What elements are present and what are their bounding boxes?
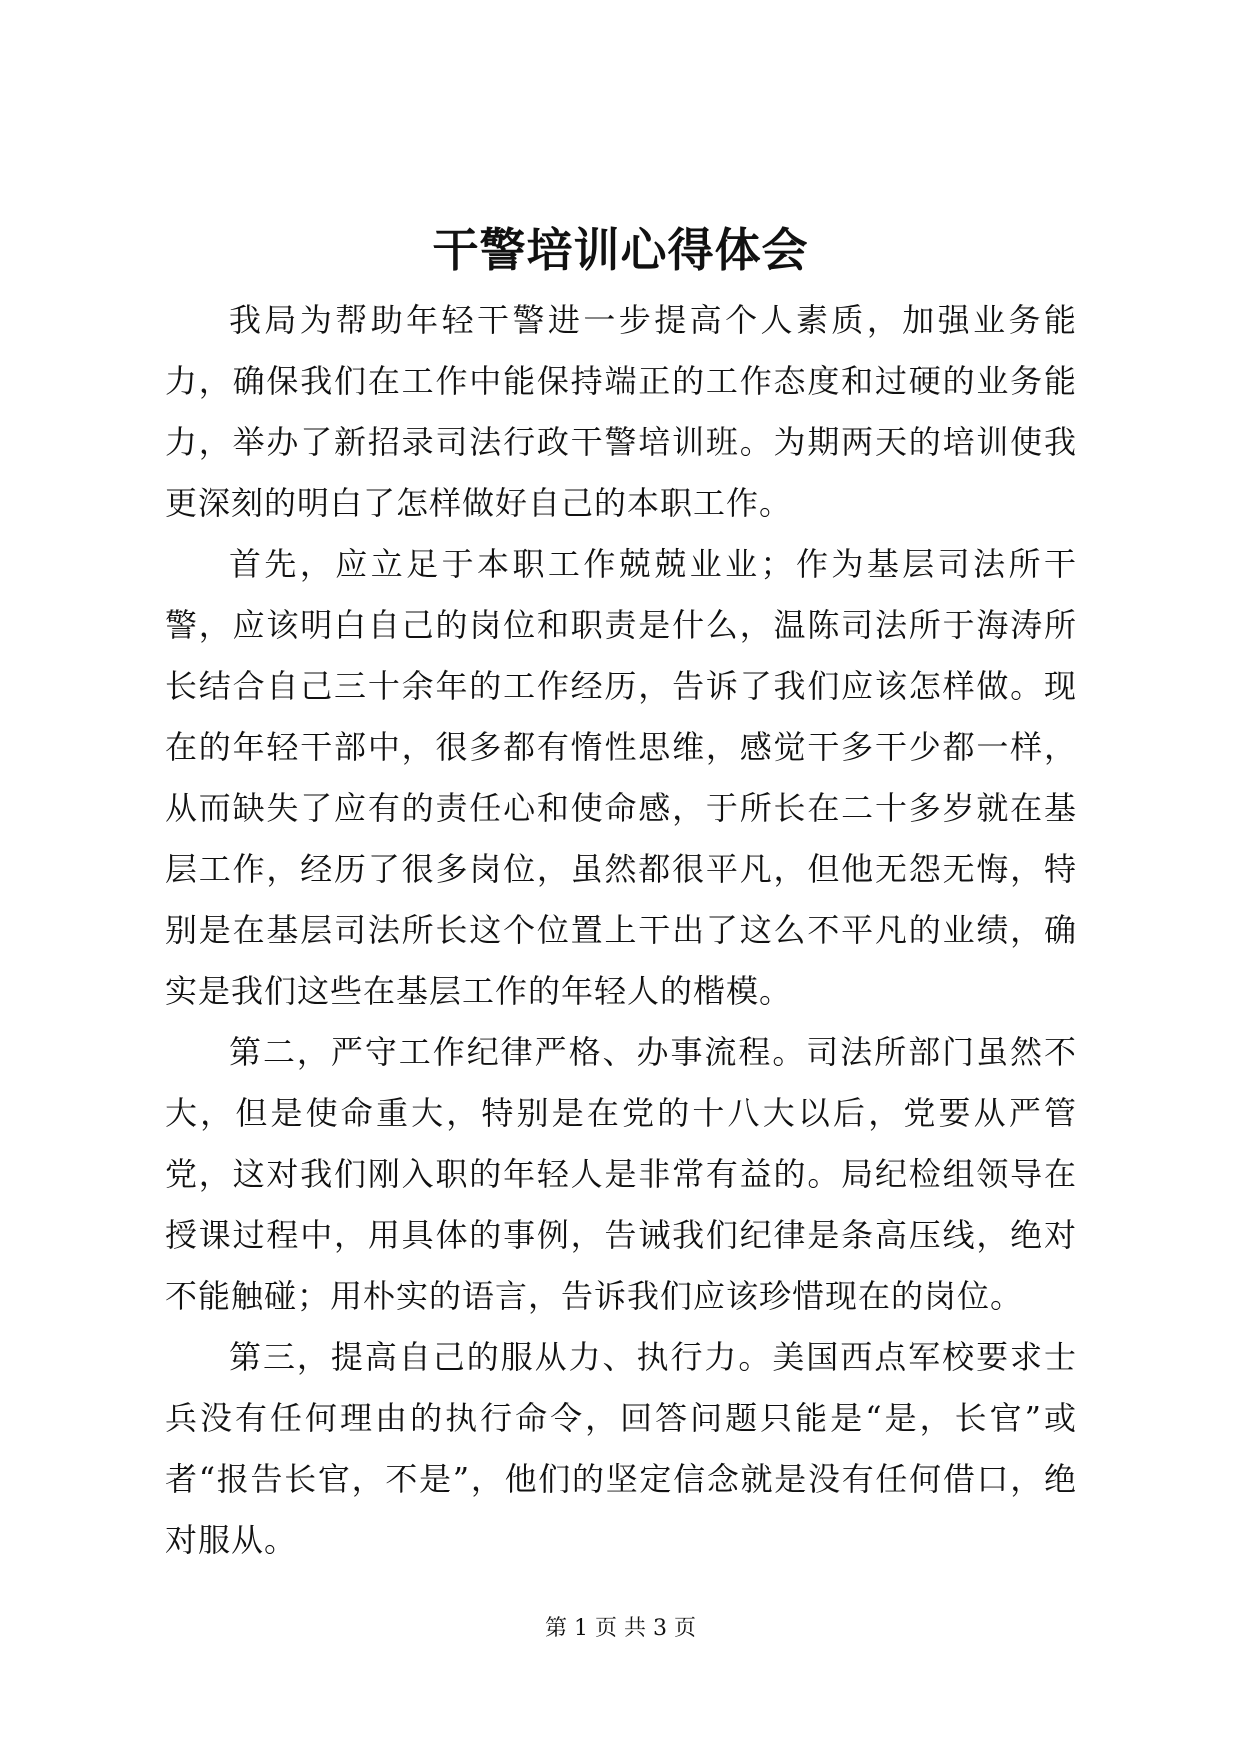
paragraph-2: 首先，应立足于本职工作兢兢业业；作为基层司法所干警，应该明白自己的岗位和职责是什么，温陈司法所于海涛所长结合自己三十余年的工作经历，告诉了我们应该怎样做。现在的年轻干部中，很多都有惰性思维，感觉干多干少都一样，从而缺失了应有的责任心和使命感，于所长在二十多岁就在基层工作，经历了很多岗位，虽然都很平凡，但他无怨无悔，特别是在基层司法所长这个位置上干出了这么不平凡的业绩，确实是我们这些在基层工作的年轻人的楷模。 [165,545,1077,1010]
paragraph-1: 我局为帮助年轻干警进一步提高个人素质，加强业务能力，确保我们在工作中能保持端正的工作态度和过硬的业务能力，举办了新招录司法行政干警培训班。为期两天的培训使我更深刻的明白了怎样做好自己的本职工作。 [165,301,1077,522]
document-body [165,290,1077,1571]
page-footer: 第 1 页 共 3 页 [545,1616,696,1641]
document-title: 干警培训心得体会 [432,223,809,277]
paragraph-3: 第二，严守工作纪律严格、办事流程。司法所部门虽然不大，但是使命重大，特别是在党的十八大以后，党要从严管党，这对我们刚入职的年轻人是非常有益的。局纪检组领导在授课过程中，用具体的事例，告诫我们纪律是条高压线，绝对不能触碰；用朴实的语言，告诉我们应该珍惜现在的岗位。 [165,1033,1077,1315]
paragraph-4: 第三，提高自己的服从力、执行力。美国西点军校要求士兵没有任何理由的执行命令，回答问题只能是“是，长官”或者“报告长官，不是”，他们的坚定信念就是没有任何借口，绝对服从。 [165,1338,1077,1559]
